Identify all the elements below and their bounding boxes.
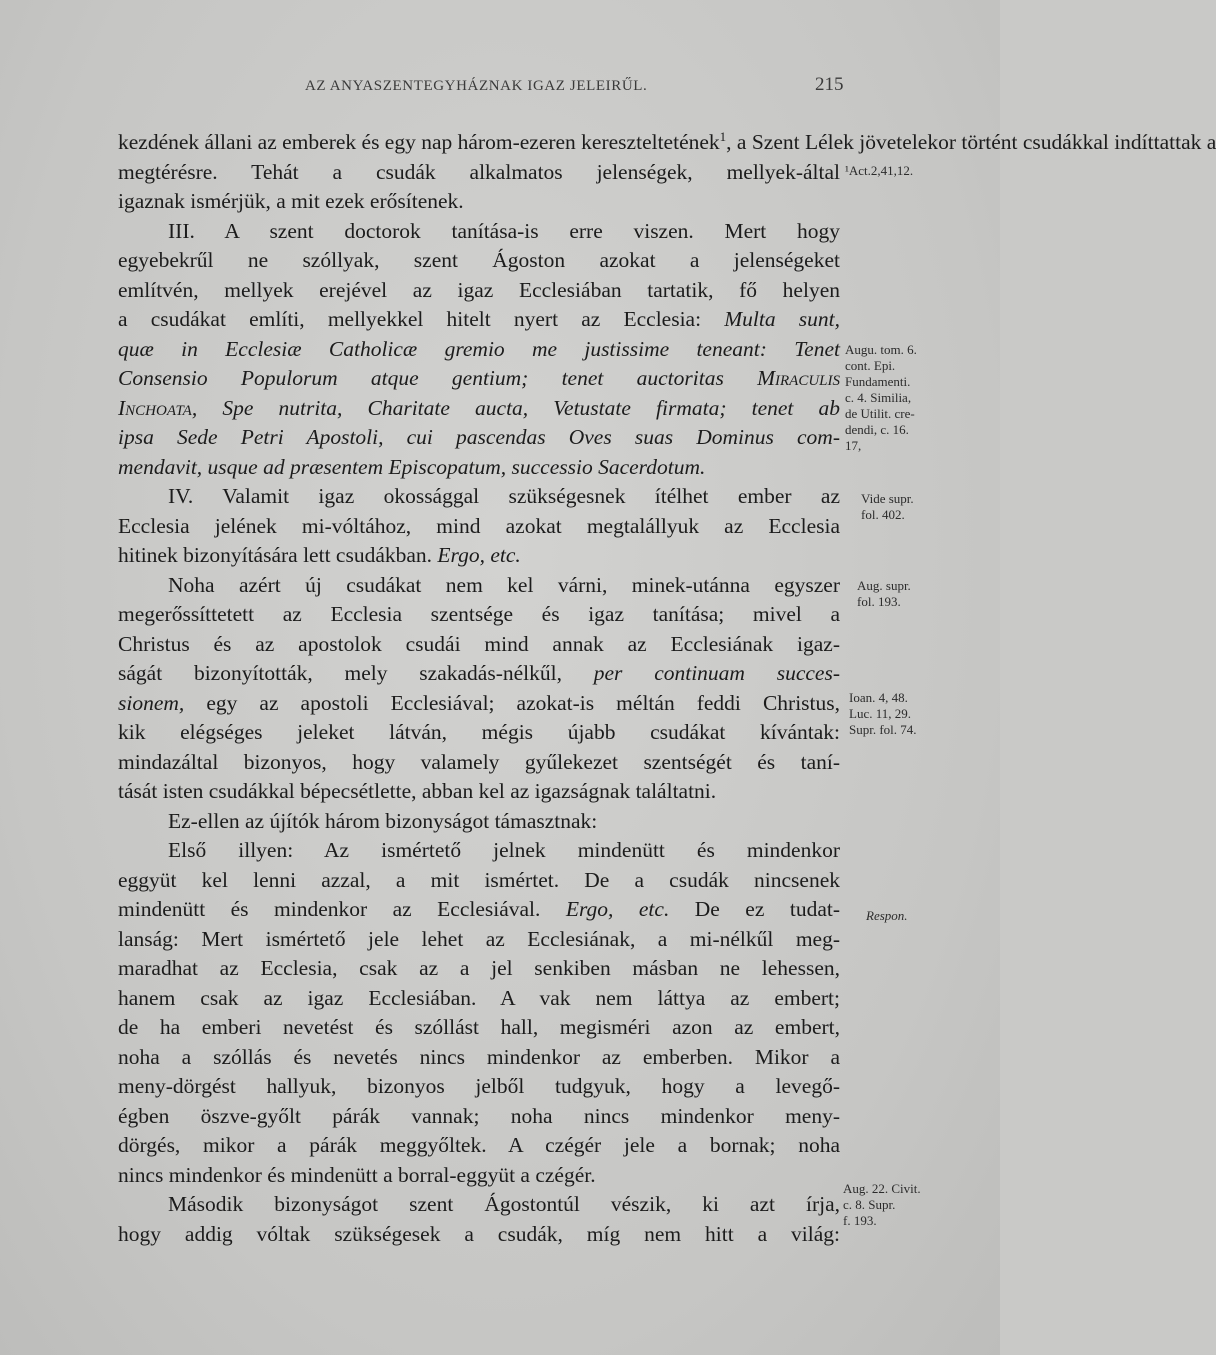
text-line (118, 895, 840, 925)
latin-quote-text: Ergo, etc. (437, 543, 521, 567)
latin-quote-text: Inchoata (118, 395, 192, 420)
text-line (118, 984, 840, 1014)
text-segment: maradhat az Ecclesia, csak az a jel senkiben másban ne lehessen, (118, 956, 840, 980)
text-line (118, 276, 840, 306)
text-segment: Ecclesia jelének mi-vóltához, mind azokat megtalállyuk az Ecclesia (118, 513, 840, 538)
text-segment: IV. Valamit igaz okossággal szükségesnek ítélhet ember az (168, 484, 840, 508)
margin-note-line: ¹Act.2,41,12. (845, 163, 914, 178)
text-segment: dörgés, mikor a párák meggyőltek. A czégér jele a bornak; noha (118, 1133, 840, 1157)
margin-note-line: fol. 193. (857, 594, 901, 609)
margin-note-line: dendi, c. 16. (845, 422, 909, 437)
text-segment: kik elégséges jeleket látván, mégis újabb csudákat kívántak: (118, 720, 840, 744)
text-line (118, 482, 840, 512)
text-segment: hitinek bizonyítására lett csudákban. (118, 543, 438, 567)
margin-note-act (845, 162, 913, 180)
text-line (118, 954, 840, 984)
latin-quote-text: mendavit, usque ad præsentem Episcopatum, successio Sacerdotum. (118, 454, 706, 479)
margin-note-line: Aug. 22. Civit. (843, 1181, 921, 1196)
latin-quote-text: , Spe nutrita, Charitate aucta, Vetustate firmata; tenet ab (191, 395, 840, 420)
text-line (118, 217, 840, 247)
text-line (118, 1072, 840, 1102)
text-line (118, 748, 840, 778)
text-line (118, 777, 840, 807)
latin-quote-text: Ergo, etc. (565, 897, 670, 921)
text-segment: említvén, mellyek erejével az igaz Ecclesiában tartatik, fő helyen (118, 277, 840, 302)
text-line (118, 600, 840, 630)
text-segment: egyebekrűl ne szóllyak, szent Ágoston azokat a jelenségeket (118, 248, 840, 272)
text-line (118, 128, 1216, 158)
margin-note-line: Luc. 11, 29. (849, 706, 911, 721)
text-line (118, 571, 840, 601)
margin-note-line: cont. Epi. (845, 358, 896, 373)
text-line (118, 1102, 840, 1132)
margin-note-line: Respon. (866, 908, 908, 923)
latin-quote-text: per continuam succes- (593, 661, 841, 685)
margin-note-line: f. 193. (843, 1213, 877, 1228)
margin-note-aug-supr (857, 578, 911, 610)
text-segment: megerőssíttetett az Ecclesia szentsége és igaz tanítása; mivel a (118, 602, 840, 626)
text-segment: Christus és az apostolok csudái mind annak az Ecclesiának igaz- (118, 631, 840, 656)
text-segment: noha a szóllás és nevetés nincs mindenkor az emberben. Mikor a (118, 1044, 840, 1069)
margin-note-line: Fundamenti. (845, 374, 911, 389)
text-line (118, 659, 840, 689)
text-segment: de ha emberi nevetést és szóllást hall, megisméri azon az embert, (118, 1015, 840, 1039)
margin-note-line: Augu. tom. 6. (845, 342, 917, 357)
text-line (118, 1013, 840, 1043)
latin-quote-text: sionem, (118, 690, 185, 715)
margin-note-line: Vide supr. (861, 491, 914, 506)
text-line (118, 1161, 840, 1191)
text-segment: ságát bizonyították, mely szakadás-nélkűl, (118, 661, 594, 685)
text-line (118, 541, 840, 571)
running-title: AZ ANYASZENTEGYHÁZNAK IGAZ JELEIRŰL. (305, 78, 648, 94)
margin-note-line: c. 8. Supr. (843, 1197, 896, 1212)
margin-note-respon (866, 908, 908, 924)
margin-note-augu-tom6 (845, 342, 917, 454)
text-segment: a csudákat említi, mellyekkel hitelt nyert az Ecclesia: (118, 307, 725, 331)
text-segment: meny-dörgést hallyuk, bizonyos jelből tudgyuk, hogy a levegő- (118, 1074, 840, 1098)
text-line (118, 305, 840, 335)
margin-note-line: fol. 402. (861, 507, 905, 522)
text-segment: tását isten csudákkal bépecsétlette, abban kel az igazságnak találtatni. (118, 779, 717, 803)
text-line (118, 364, 840, 394)
margin-note-line: c. 4. Similia, (845, 390, 912, 405)
text-segment: eggyüt kel lenni azzal, a mit ismértet. De a csudák nincsenek (118, 867, 840, 892)
text-segment: megtérésre. Tehát a csudák alkalmatos jelenségek, mellyek-által (118, 159, 840, 184)
text-line (118, 1220, 840, 1250)
margin-note-vide-supr (861, 491, 914, 523)
text-segment: mindenütt és mindenkor az Ecclesiával. (118, 897, 566, 921)
text-line (118, 512, 840, 542)
text-segment: égben öszve-győlt párák vannak; noha nincs mindenkor meny- (118, 1103, 840, 1128)
text-segment: III. A szent doctorok tanítása-is erre viszen. Mert hogy (168, 218, 840, 243)
text-line (118, 807, 840, 837)
text-line (118, 866, 840, 896)
text-segment: hanem csak az igaz Ecclesiában. A vak nem láttya az embert; (118, 985, 840, 1010)
text-line (118, 1131, 840, 1161)
text-line (118, 453, 840, 483)
text-segment: Noha azért új csudákat nem kel várni, minek-utánna egyszer (168, 572, 840, 597)
text-line (118, 158, 840, 188)
latin-quote-text: Consensio Populorum atque gentium; tenet auctoritas (118, 366, 758, 390)
text-line (118, 1190, 840, 1220)
margin-note-line: de Utilit. cre- (845, 406, 915, 421)
text-segment: hogy addig vóltak szükségesek a csudák, míg nem hitt a világ: (118, 1221, 840, 1246)
text-segment: kezdének állani az emberek és egy nap három-ezeren kereszteltetének (118, 130, 720, 154)
page-number: 215 (815, 74, 844, 95)
text-line (118, 423, 840, 453)
text-line (118, 246, 840, 276)
text-line (118, 335, 840, 365)
latin-quote-text: Miraculis (757, 366, 840, 390)
margin-note-ioan (849, 690, 917, 738)
margin-note-line: Ioan. 4, 48. (849, 690, 908, 705)
margin-note-aug22 (843, 1181, 921, 1229)
text-line (118, 630, 840, 660)
text-line (118, 836, 840, 866)
text-segment: Második bizonyságot szent Ágostontúl vészik, ki azt írja, (168, 1192, 840, 1216)
text-segment: mindazáltal bizonyos, hogy valamely gyűlekezet szentségét és taní- (118, 749, 840, 774)
text-line (118, 394, 840, 424)
text-segment: egy az apostoli Ecclesiával; azokat-is méltán feddi Christus, (184, 690, 840, 715)
margin-note-line: Aug. supr. (857, 578, 911, 593)
text-segment: Első illyen: Az ismértető jelnek mindenütt és mindenkor (168, 838, 840, 862)
text-segment: igaznak ismérjük, a mit ezek erősítenek. (118, 189, 464, 213)
latin-quote-text: Multa sunt, (724, 307, 840, 331)
latin-quote-text: quæ in Ecclesiæ Catholicæ gremio me justissime teneant: Tenet (118, 336, 840, 361)
margin-note-line: Supr. fol. 74. (849, 722, 917, 737)
text-line (118, 1043, 840, 1073)
text-line (118, 718, 840, 748)
text-segment: Ez-ellen az újítók három bizonyságot támasztnak: (168, 808, 598, 833)
text-segment: lanság: Mert ismértető jele lehet az Ecclesiának, a mi-nélkűl meg- (118, 926, 840, 951)
text-line (118, 925, 840, 955)
text-segment: , a Szent Lélek jövetelekor történt csudákkal indíttattak a (726, 130, 1216, 154)
text-line (118, 689, 840, 719)
margin-note-line: 17, (845, 438, 862, 453)
latin-quote-text: ipsa Sede Petri Apostoli, cui pascendas Oves suas Dominus com- (118, 425, 840, 449)
text-segment: nincs mindenkor és mindenütt a borral-eggyüt a czégér. (118, 1162, 596, 1187)
text-line (118, 187, 840, 217)
text-segment: De ez tudat- (669, 897, 840, 921)
footnote-marker: 1 (719, 128, 727, 144)
